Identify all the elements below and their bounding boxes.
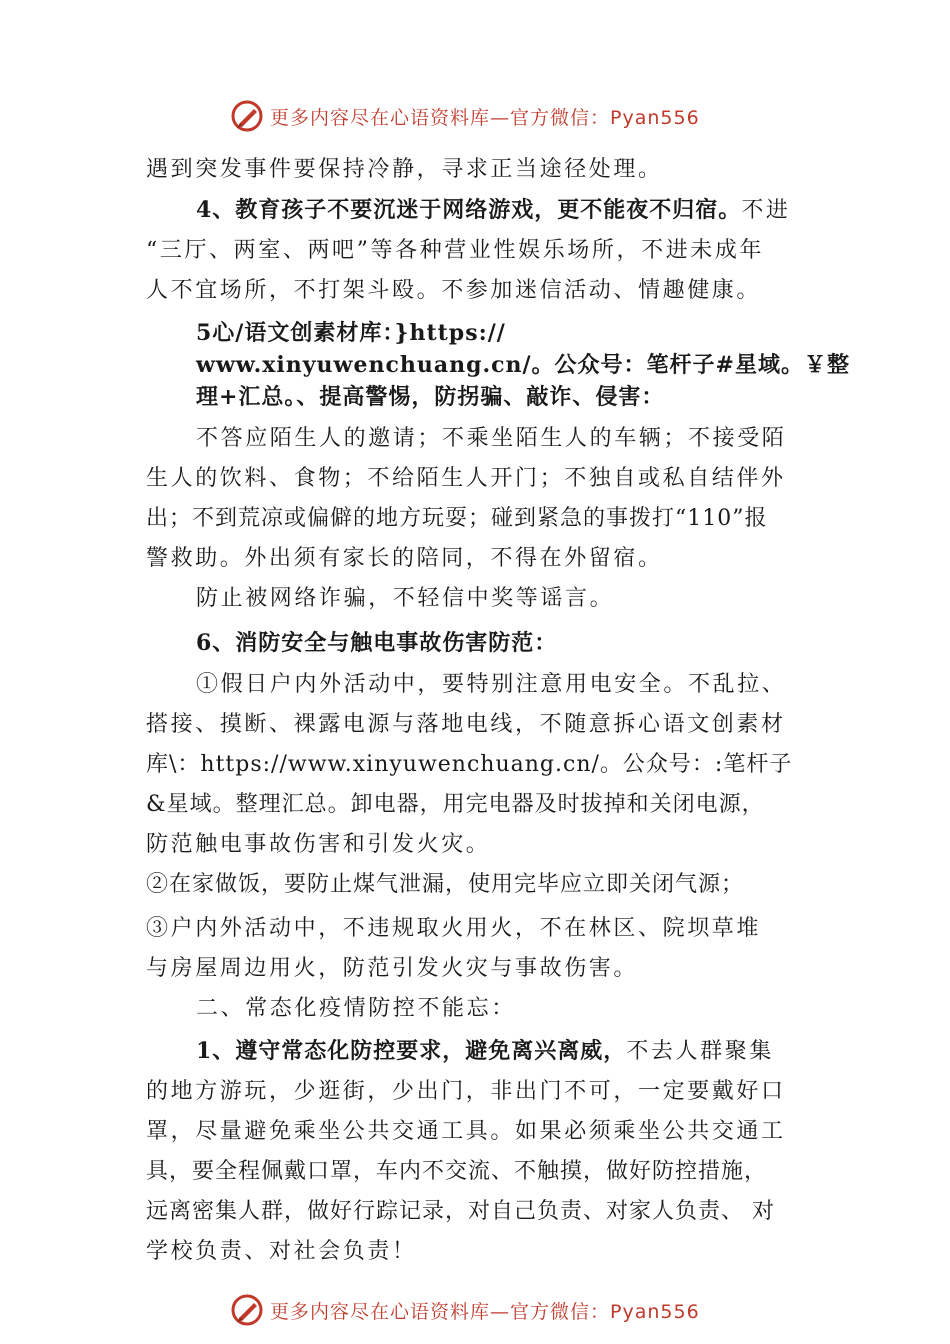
paragraph: 遇到突发事件要保持冷静，寻求正当途径处理。 <box>146 157 663 182</box>
header-banner <box>230 96 750 136</box>
paragraph: 不答应陌生人的邀请；不乘坐陌生人的车辆；不接受陌 <box>196 426 787 451</box>
paragraph-line: &星域。整理汇总。卸电器，用完电器及时拔掉和关闭电源， <box>146 792 765 817</box>
paragraph-line: 警救助。外出须有家长的陪同，不得在外留宿。 <box>146 546 663 571</box>
paragraph-line: 罩，尽量避免乘坐公共交通工具。如果必须乘坐公共交通工 <box>146 1119 786 1144</box>
footer-banner <box>230 1290 750 1330</box>
paragraph-line: 学校负责、对社会负责！ <box>146 1239 417 1264</box>
paragraph: 1、遵守常态化防控要求，避免离兴离威，不去人群聚集 <box>196 1038 774 1064</box>
paragraph-line: 生人的饮料、食物；不给陌生人开门；不独自或私自结伴外 <box>146 466 786 491</box>
paragraph-line: 与房屋周边用火，防范引发火灾与事故伤害。 <box>146 956 639 981</box>
paragraph: 防止被网络诈骗，不轻信中奖等谣言。 <box>196 586 615 611</box>
paragraph-line: 远离密集人群，做好行踪记录，对自己负责、对家人负责、 对 <box>146 1199 775 1224</box>
paragraph: ①假日户内外活动中，要特别注意用电安全。不乱拉、 <box>196 672 787 697</box>
paragraph: ③户内外活动中，不违规取火用火，不在林区、院坝草堆 <box>146 916 762 941</box>
paragraph-line: 出；不到荒凉或偏僻的地方玩耍；碰到紧急的事拨打“110”报 <box>146 506 768 531</box>
banner-text: 更多内容尽在心语资料库—官方微信：Pyan556 <box>270 1300 700 1323</box>
pen-logo-icon <box>230 1293 264 1327</box>
section-heading: 二、常态化疫情防控不能忘： <box>196 996 516 1021</box>
paragraph-line: 的地方游玩，少逛街，少出门，非出门不可，一定要戴好口 <box>146 1079 786 1104</box>
banner-text: 更多内容尽在心语资料库—官方微信：Pyan556 <box>270 106 700 129</box>
wechat-id: Pyan556 <box>610 106 700 129</box>
paragraph: ②在家做饭，要防止煤气泄漏，使用完毕应立即关闭气源； <box>146 872 745 897</box>
bold-paragraph: 理+汇总。、提高警惕，防拐骗、敲诈、侵害： <box>196 384 665 410</box>
paragraph-line: “三厅、两室、两吧”等各种营业性娱乐场所，不进未成年 <box>146 238 765 263</box>
wechat-id: Pyan556 <box>610 1300 700 1323</box>
paragraph: 4、教育孩子不要沉迷于网络游戏，更不能夜不归宿。不进 <box>196 197 791 223</box>
section-heading: 6、消防安全与触电事故伤害防范： <box>196 630 558 656</box>
document-body <box>146 150 850 1272</box>
paragraph-line: 防范触电事故伤害和引发火灾。 <box>146 832 491 857</box>
paragraph-line: 具，要全程佩戴口罩，车内不交流、不触摸，做好防控措施， <box>146 1159 768 1184</box>
bold-paragraph: 5心/语文创素材库：}https:// <box>196 320 506 346</box>
paragraph-line: 库\：https://www.xinyuwenchuang.cn/。公众号：:笔杆子 <box>146 752 793 777</box>
bold-heading: 1、遵守常态化防控要求，避免离兴离威， <box>196 1038 627 1064</box>
pen-logo-icon <box>230 99 264 133</box>
paragraph-line: 人不宜场所，不打架斗殴。不参加迷信活动、情趣健康。 <box>146 278 762 303</box>
paragraph-line: 搭接、摸断、裸露电源与落地电线，不随意拆心语文创素材 <box>146 712 786 737</box>
bold-paragraph: www.xinyuwenchuang.cn/。公众号：笔杆子#星域。￥整 <box>196 352 850 378</box>
bold-heading: 4、教育孩子不要沉迷于网络游戏，更不能夜不归宿。 <box>196 197 742 223</box>
